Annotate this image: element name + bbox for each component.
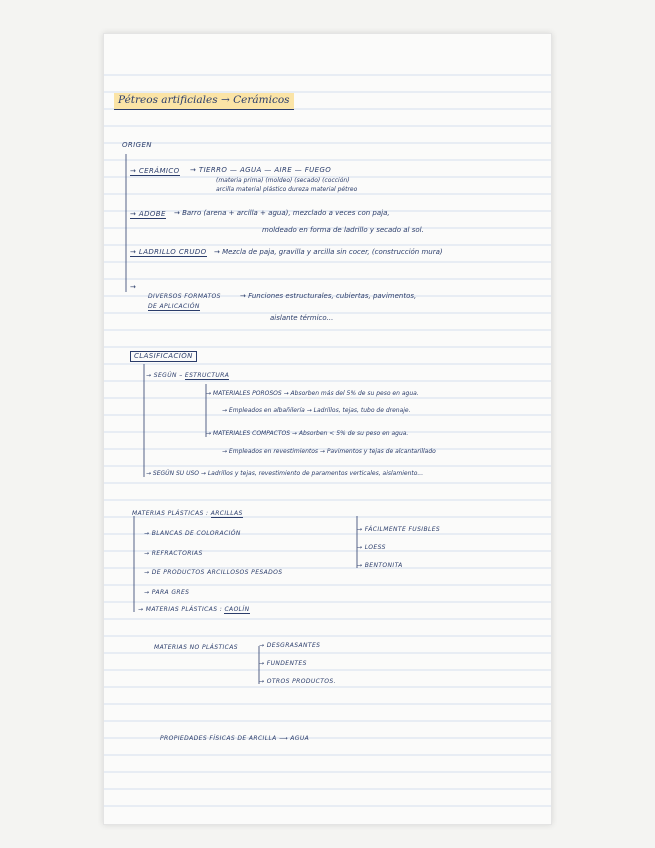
compactos-line-2: → Empleados en revestimientos → Pavimentos y tejas de alcantarillado bbox=[222, 448, 436, 455]
adobe-label-text: ADOBE bbox=[138, 210, 166, 218]
estructura-label: ESTRUCTURA bbox=[184, 372, 230, 379]
caolin-heading-value: CAOLÍN bbox=[224, 606, 250, 613]
propiedades-line: PROPIEDADES FÍSICAS DE ARCILLA ⟶ AGUA bbox=[160, 735, 310, 742]
segun-estructura: → SEGÚN – ESTRUCTURA bbox=[146, 372, 230, 379]
porosos-line-1: → MATERIALES POROSOS → Absorben más del 5% de su peso en agua. bbox=[206, 390, 419, 397]
page-title: Pétreos artificiales → Cerámicos bbox=[114, 93, 294, 110]
segun-label: SEGÚN bbox=[153, 372, 177, 379]
arcillas-side-item-3: → BENTONITA bbox=[357, 562, 403, 569]
porosos-line-2: → Empleados en albañilería → Ladrillos, tejas, tubo de drenaje. bbox=[222, 407, 411, 414]
diversos-line-2: aislante térmico... bbox=[270, 314, 334, 322]
bracket-lines bbox=[104, 34, 551, 824]
no-plasticas-heading: MATERIAS NO PLÁSTICAS bbox=[154, 644, 238, 651]
no-plasticas-item-2: → FUNDENTES bbox=[259, 660, 307, 667]
arcillas-side-item-1: → FÁCILMENTE FUSIBLES bbox=[357, 526, 441, 533]
arcillas-heading bbox=[132, 511, 243, 517]
adobe-line-1: → Barro (arena + arcilla + agua), mezclado a veces con paja, bbox=[174, 209, 390, 217]
origen-heading: ORIGEN bbox=[122, 141, 152, 149]
adobe-label: → ADOBE bbox=[130, 210, 166, 218]
no-plasticas-item-3: → OTROS PRODUCTOS. bbox=[259, 678, 336, 685]
diversos-arrow: → bbox=[130, 283, 136, 291]
no-plasticas-item-1: → DESGRASANTES bbox=[259, 642, 321, 649]
ceramico-label-text: CERÁMICO bbox=[138, 167, 180, 175]
arcillas-item-1: → BLANCAS DE COLORACIÓN bbox=[144, 530, 241, 537]
arcillas-item-4: → PARA GRES bbox=[144, 589, 190, 596]
arcillas-side-item-2: → LOESS bbox=[357, 544, 386, 551]
clasificacion-heading: CLASIFICACIÓN bbox=[130, 351, 197, 362]
ceramico-materials: arcilla material plástico dureza material pétreo bbox=[216, 186, 358, 193]
notebook-sheet bbox=[103, 33, 552, 825]
ceramico-elements: → TIERRO — AGUA — AIRE — FUEGO bbox=[190, 166, 332, 174]
diversos-label-2: DE APLICACIÓN bbox=[148, 303, 200, 310]
arcillas-heading-value: ARCILLAS bbox=[210, 510, 243, 517]
arcillas-heading-prefix: MATERIAS PLÁSTICAS : bbox=[132, 510, 209, 517]
caolin-heading-prefix: MATERIAS PLÁSTICAS : bbox=[145, 606, 223, 613]
diversos-line-1: → Funciones estructurales, cubiertas, pavimentos, bbox=[240, 292, 417, 300]
ladrillo-crudo-label: → LADRILLO CRUDO bbox=[130, 248, 207, 256]
arcillas-item-3: → DE PRODUCTOS ARCILLOSOS PESADOS bbox=[144, 569, 283, 576]
adobe-line-2: moldeado en forma de ladrillo y secado al sol. bbox=[262, 226, 424, 234]
ceramico-label: → CERÁMICO bbox=[130, 167, 180, 175]
diversos-label-1: DIVERSOS FORMATOS bbox=[148, 293, 221, 300]
caolin-heading: → MATERIAS PLÁSTICAS : CAOLÍN bbox=[138, 606, 250, 613]
ceramico-roles: (materia prima) (moldeo) (secado) (cocción) bbox=[216, 177, 350, 184]
compactos-line-1: → MATERIALES COMPACTOS → Absorben < 5% de su peso en agua. bbox=[206, 430, 409, 437]
arcillas-item-2: → REFRACTORIAS bbox=[144, 550, 203, 557]
ladrillo-crudo-label-text: LADRILLO CRUDO bbox=[138, 248, 207, 256]
ladrillo-crudo-line: → Mezcla de paja, gravilla y arcilla sin cocer, (construcción mura) bbox=[214, 248, 443, 256]
segun-uso-line: → SEGÚN SU USO → Ladrillos y tejas, revestimiento de paramentos verticales, aislamiento... bbox=[146, 470, 424, 477]
